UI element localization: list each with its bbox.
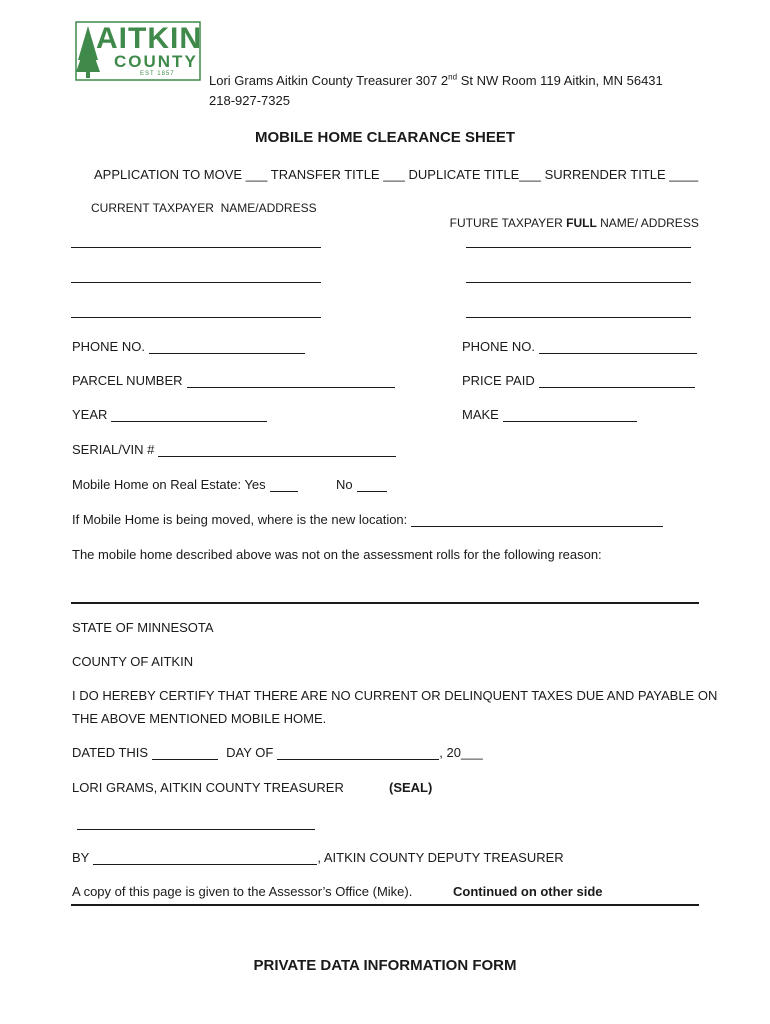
section-divider-top xyxy=(71,602,699,604)
dated-field[interactable]: DATED THIS DAY OF , 20___ xyxy=(72,745,483,760)
copy-note: A copy of this page is given to the Assessor’s Office (Mike). xyxy=(72,884,413,899)
real-estate-no-field[interactable]: No xyxy=(336,477,387,492)
page-title: MOBILE HOME CLEARANCE SHEET xyxy=(254,129,515,146)
treasurer-phone: 218-927-7325 xyxy=(209,93,290,108)
county-label: COUNTY OF AITKIN xyxy=(72,654,194,669)
current-phone-field[interactable]: PHONE NO. xyxy=(72,339,305,354)
current-taxpayer-line-1[interactable] xyxy=(71,247,321,248)
signature-line[interactable] xyxy=(77,829,315,830)
new-location-field[interactable]: If Mobile Home is being moved, where is the new location: xyxy=(72,512,663,527)
certify-text-1: I DO HEREBY CERTIFY THAT THERE ARE NO CURRENT OR DELINQUENT TAXES DUE AND PAYABLE ON xyxy=(72,688,718,703)
future-taxpayer-label: FUTURE TAXPAYER FULL NAME/ ADDRESS xyxy=(449,216,699,230)
logo-text-county: COUNTY xyxy=(114,52,198,71)
future-taxpayer-line-2[interactable] xyxy=(466,282,691,283)
logo-est: EST 1857 xyxy=(140,71,175,77)
continued-note: Continued on other side xyxy=(453,884,603,899)
section-divider-bottom xyxy=(71,904,699,906)
current-taxpayer-label: CURRENT TAXPAYER NAME/ADDRESS xyxy=(91,201,317,215)
private-form-title: PRIVATE DATA INFORMATION FORM xyxy=(253,957,517,974)
request-options-line: APPLICATION TO MOVE ___ TRANSFER TITLE ___ DUPLICATE TITLE___ SURRENDER TITLE ____ xyxy=(94,167,699,182)
serial-vin-field[interactable]: SERIAL/VIN # xyxy=(72,442,396,457)
current-taxpayer-line-2[interactable] xyxy=(71,282,321,283)
current-taxpayer-line-3[interactable] xyxy=(71,317,321,318)
year-field[interactable]: YEAR xyxy=(72,407,267,422)
real-estate-yes-field[interactable]: Mobile Home on Real Estate: Yes xyxy=(72,477,298,492)
logo-text-aitkin: AITKIN xyxy=(96,22,202,55)
future-phone-field[interactable]: PHONE NO. xyxy=(462,339,697,354)
make-field[interactable]: MAKE xyxy=(462,407,637,422)
treasurer-address: Lori Grams Aitkin County Treasurer 307 2nd St NW Room 119 Aitkin, MN 56431 xyxy=(209,72,663,88)
treasurer-name: LORI GRAMS, AITKIN COUNTY TREASURER xyxy=(72,780,344,795)
parcel-number-field[interactable]: PARCEL NUMBER xyxy=(72,373,395,388)
state-label: STATE OF MINNESOTA xyxy=(72,620,214,635)
price-paid-field[interactable]: PRICE PAID xyxy=(462,373,695,388)
deputy-by-field[interactable]: BY , AITKIN COUNTY DEPUTY TREASURER xyxy=(72,850,564,865)
certify-text-2: THE ABOVE MENTIONED MOBILE HOME. xyxy=(72,711,327,726)
county-logo xyxy=(74,20,202,82)
seal-label: (SEAL) xyxy=(389,780,433,795)
future-taxpayer-line-3[interactable] xyxy=(466,317,691,318)
assessment-reason-text: The mobile home described above was not on the assessment rolls for the following reason: xyxy=(72,547,602,562)
future-taxpayer-line-1[interactable] xyxy=(466,247,691,248)
